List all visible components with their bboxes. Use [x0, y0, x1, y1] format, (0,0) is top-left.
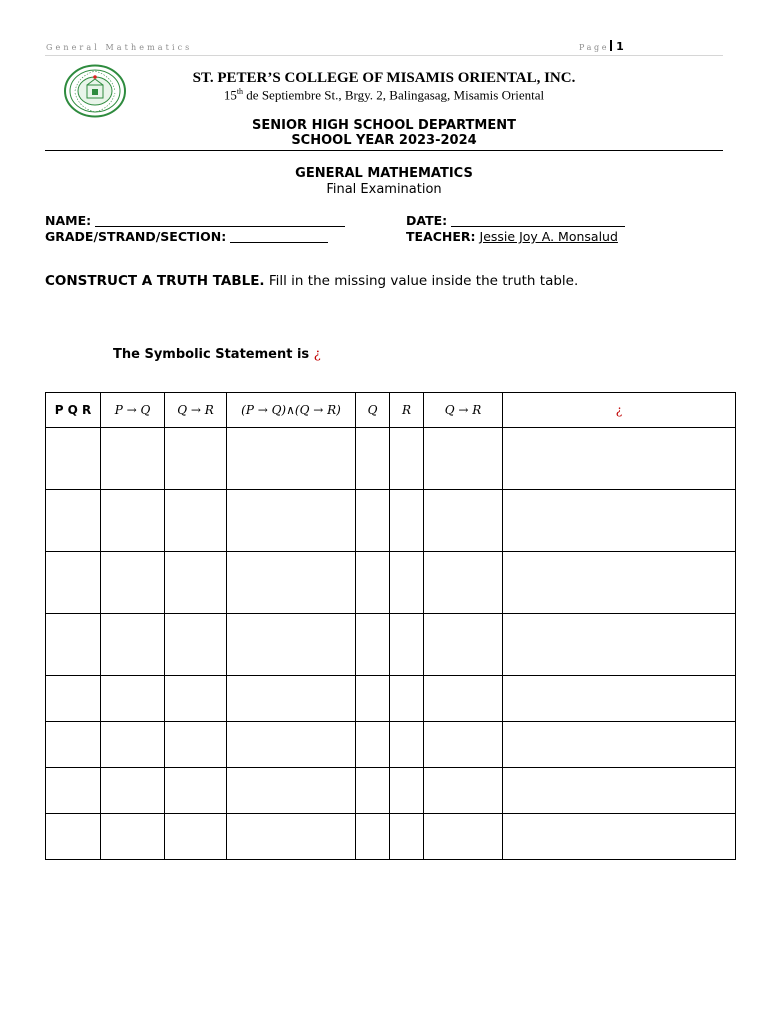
- table-cell[interactable]: [356, 722, 390, 768]
- table-cell[interactable]: [503, 676, 736, 722]
- table-cell[interactable]: [390, 490, 424, 552]
- table-cell[interactable]: [46, 814, 101, 860]
- table-cell[interactable]: [46, 722, 101, 768]
- table-cell[interactable]: [503, 490, 736, 552]
- table-cell[interactable]: [46, 676, 101, 722]
- table-cell[interactable]: [503, 614, 736, 676]
- table-row: [46, 428, 736, 490]
- heading-divider: [45, 150, 723, 151]
- table-cell[interactable]: [424, 814, 503, 860]
- table-cell[interactable]: [503, 552, 736, 614]
- school-year-heading: SCHOOL YEAR 2023-2024: [291, 133, 477, 148]
- table-cell[interactable]: [46, 428, 101, 490]
- table-cell[interactable]: [101, 428, 165, 490]
- table-cell[interactable]: [227, 722, 356, 768]
- table-cell[interactable]: [356, 768, 390, 814]
- table-cell[interactable]: [165, 676, 227, 722]
- table-cell[interactable]: [46, 614, 101, 676]
- teacher-name: Jessie Joy A. Monsalud: [479, 229, 618, 244]
- table-cell[interactable]: [101, 614, 165, 676]
- table-cell[interactable]: [46, 552, 101, 614]
- department-heading: SENIOR HIGH SCHOOL DEPARTMENT: [252, 118, 516, 133]
- table-cell[interactable]: [101, 722, 165, 768]
- table-cell[interactable]: [101, 552, 165, 614]
- exam-type: Final Examination: [326, 182, 442, 197]
- date-blank[interactable]: [451, 214, 625, 227]
- school-name: ST. PETER’S COLLEGE OF MISAMIS ORIENTAL, INC.: [192, 70, 576, 86]
- table-row: [46, 814, 736, 860]
- table-cell[interactable]: [356, 614, 390, 676]
- truth-table-header-row: [46, 393, 736, 428]
- table-cell[interactable]: [165, 768, 227, 814]
- header-r: R: [390, 393, 424, 428]
- table-cell[interactable]: [503, 768, 736, 814]
- table-cell[interactable]: [356, 552, 390, 614]
- table-cell[interactable]: [227, 490, 356, 552]
- table-cell[interactable]: [356, 814, 390, 860]
- table-cell[interactable]: [424, 614, 503, 676]
- grade-label: GRADE/STRAND/SECTION:: [45, 229, 227, 244]
- table-cell[interactable]: [424, 676, 503, 722]
- table-cell[interactable]: [356, 490, 390, 552]
- table-cell[interactable]: [101, 768, 165, 814]
- truth-table: [45, 392, 736, 860]
- page-separator-bar: [610, 40, 612, 51]
- table-cell[interactable]: [356, 676, 390, 722]
- table-row: [46, 614, 736, 676]
- table-cell[interactable]: [227, 814, 356, 860]
- table-cell[interactable]: [165, 552, 227, 614]
- header-q: Q: [356, 393, 390, 428]
- header-q-implies-r-2: Q → R: [424, 393, 503, 428]
- name-field: [45, 213, 345, 228]
- grade-blank[interactable]: [230, 230, 328, 243]
- header-q-implies-r: Q → R: [165, 393, 227, 428]
- table-cell[interactable]: [227, 614, 356, 676]
- date-field: [406, 213, 625, 228]
- table-cell[interactable]: [165, 428, 227, 490]
- running-header-title: General Mathematics: [46, 43, 193, 52]
- date-label: DATE:: [406, 213, 448, 228]
- table-cell[interactable]: [424, 768, 503, 814]
- symbolic-statement-label: The Symbolic Statement is: [113, 347, 314, 362]
- address-ordinal-suffix: th: [236, 87, 244, 96]
- table-cell[interactable]: [165, 722, 227, 768]
- table-cell[interactable]: [101, 490, 165, 552]
- symbolic-statement: [113, 347, 321, 362]
- table-cell[interactable]: [165, 814, 227, 860]
- table-row: [46, 490, 736, 552]
- page-number: 1: [616, 40, 624, 53]
- header-pqr: P Q R: [46, 393, 101, 428]
- instruction-heading: CONSTRUCT A TRUTH TABLE.: [45, 273, 265, 289]
- table-cell[interactable]: [227, 768, 356, 814]
- header-conjunction: (P → Q)∧(Q → R): [227, 393, 356, 428]
- table-cell[interactable]: [356, 428, 390, 490]
- table-cell[interactable]: [101, 676, 165, 722]
- table-cell[interactable]: [424, 722, 503, 768]
- table-cell[interactable]: [390, 814, 424, 860]
- table-cell[interactable]: [227, 676, 356, 722]
- table-cell[interactable]: [390, 768, 424, 814]
- name-label: NAME:: [45, 213, 92, 228]
- table-cell[interactable]: [101, 814, 165, 860]
- table-cell[interactable]: [390, 676, 424, 722]
- table-cell[interactable]: [503, 814, 736, 860]
- table-cell[interactable]: [46, 768, 101, 814]
- instruction-text: Fill in the missing value inside the truth table.: [264, 273, 579, 289]
- address-number: 15: [223, 87, 237, 103]
- symbolic-statement-value: ¿: [313, 347, 321, 362]
- table-cell[interactable]: [390, 722, 424, 768]
- header-statement: ¿: [503, 393, 736, 428]
- table-cell[interactable]: [424, 490, 503, 552]
- grade-field: [45, 229, 328, 244]
- header-p-implies-q: P → Q: [101, 393, 165, 428]
- teacher-field: [406, 229, 618, 244]
- instruction-line: [45, 273, 578, 289]
- table-cell[interactable]: [390, 614, 424, 676]
- table-row: [46, 552, 736, 614]
- page-label: Page: [579, 43, 610, 52]
- header-divider: [45, 55, 723, 56]
- table-cell[interactable]: [46, 490, 101, 552]
- table-row: [46, 676, 736, 722]
- school-address: [0, 87, 768, 103]
- table-cell[interactable]: [227, 428, 356, 490]
- table-cell[interactable]: [424, 552, 503, 614]
- table-cell[interactable]: [165, 614, 227, 676]
- table-row: [46, 722, 736, 768]
- table-cell[interactable]: [503, 722, 736, 768]
- table-cell[interactable]: [227, 552, 356, 614]
- name-blank[interactable]: [95, 214, 345, 227]
- table-cell[interactable]: [503, 428, 736, 490]
- subject-title: GENERAL MATHEMATICS: [295, 166, 473, 181]
- teacher-label: TEACHER:: [406, 229, 476, 244]
- table-cell[interactable]: [165, 490, 227, 552]
- table-cell[interactable]: [424, 428, 503, 490]
- table-cell[interactable]: [390, 428, 424, 490]
- address-rest: de Septiembre St., Brgy. 2, Balingasag, Misamis Oriental: [243, 87, 545, 103]
- page-number-block: [579, 40, 624, 53]
- table-cell[interactable]: [390, 552, 424, 614]
- table-row: [46, 768, 736, 814]
